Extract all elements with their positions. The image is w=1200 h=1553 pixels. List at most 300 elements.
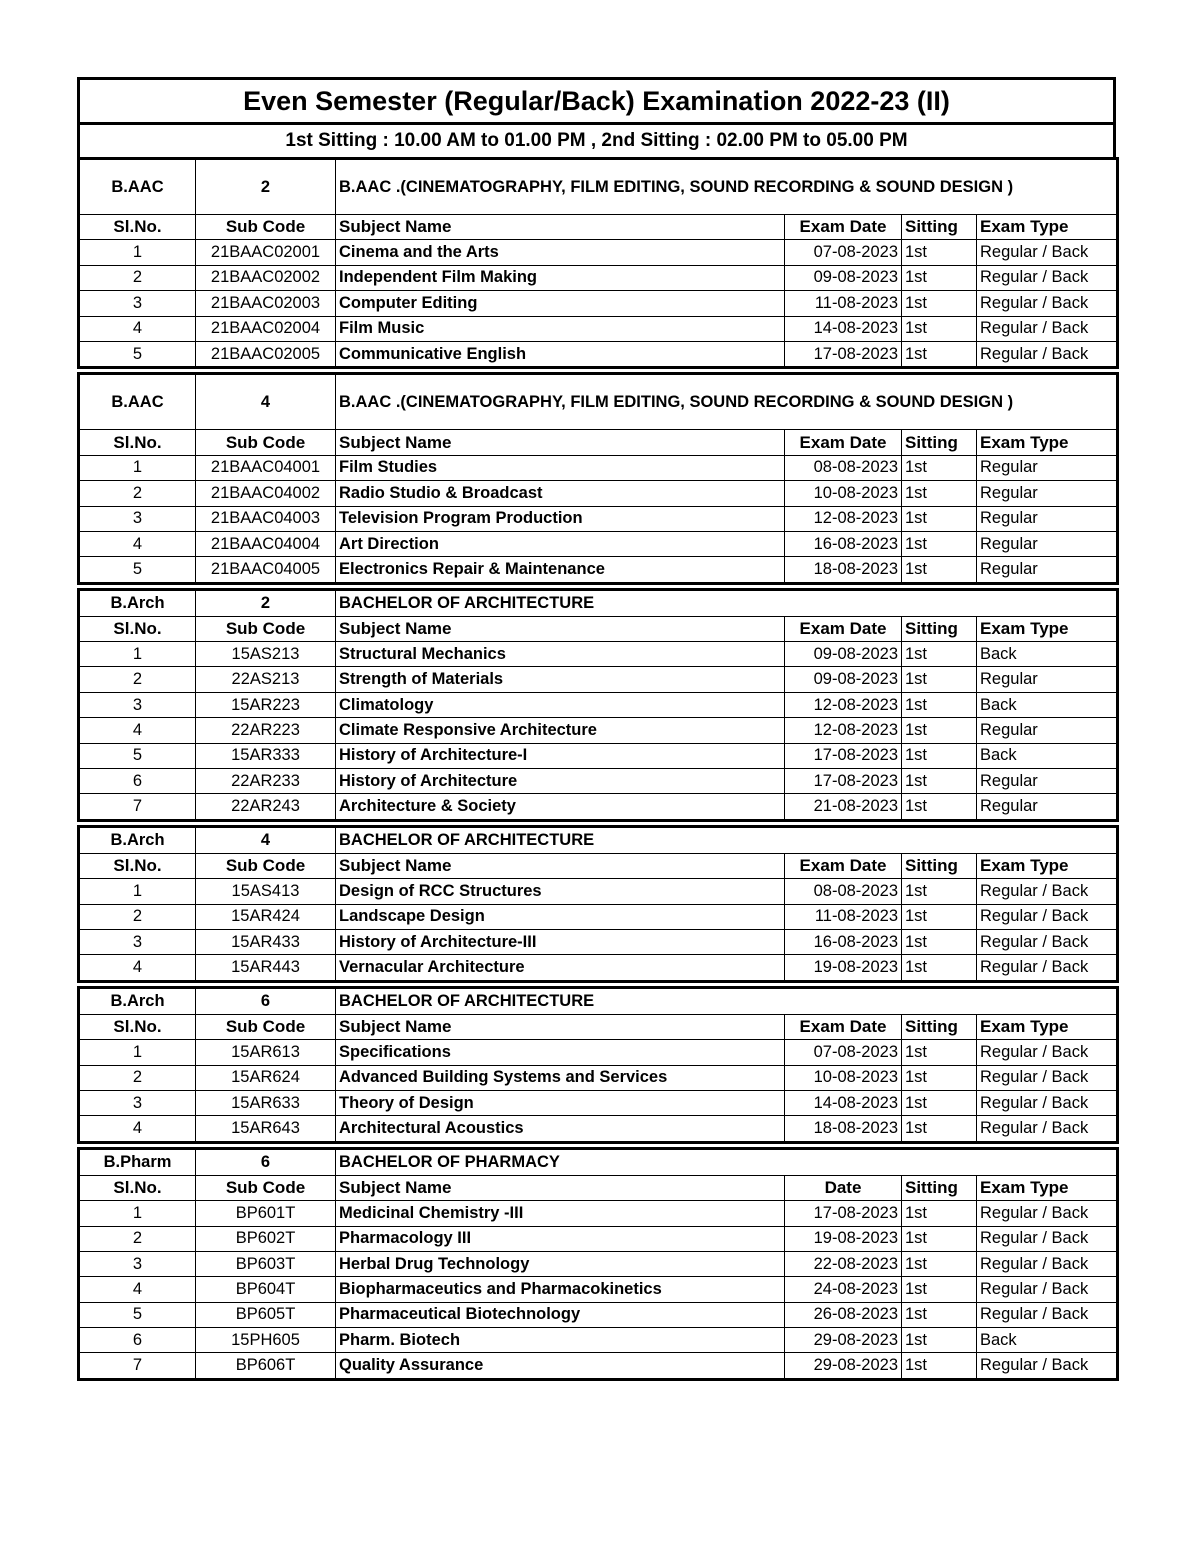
exam-type: Regular / Back xyxy=(977,1251,1118,1276)
column-header: Sl.No. xyxy=(79,1175,196,1200)
subject-code: 21BAAC02002 xyxy=(196,265,336,290)
course-code: B.Pharm xyxy=(79,1148,196,1175)
sitting: 1st xyxy=(902,1353,977,1379)
subject-name: Film Music xyxy=(336,316,785,341)
column-header: Sub Code xyxy=(196,1014,336,1039)
subject-code: BP601T xyxy=(196,1201,336,1226)
table-row xyxy=(79,642,1118,667)
table-row xyxy=(79,1090,1118,1115)
exam-date: 07-08-2023 xyxy=(785,1040,902,1065)
program-row xyxy=(79,826,1118,853)
sitting: 1st xyxy=(902,1251,977,1276)
serial-number: 4 xyxy=(79,718,196,743)
serial-number: 7 xyxy=(79,794,196,820)
exam-date: 14-08-2023 xyxy=(785,1090,902,1115)
sitting: 1st xyxy=(902,455,977,480)
subject-code: 22AR233 xyxy=(196,769,336,794)
subject-name: Electronics Repair & Maintenance xyxy=(336,557,785,583)
subject-code: 15AS213 xyxy=(196,642,336,667)
sitting: 1st xyxy=(902,557,977,583)
sitting: 1st xyxy=(902,265,977,290)
program-row xyxy=(79,987,1118,1014)
table-row xyxy=(79,455,1118,480)
subject-name: Cinema and the Arts xyxy=(336,240,785,265)
subject-code: BP604T xyxy=(196,1277,336,1302)
column-header: Sitting xyxy=(902,215,977,240)
sitting: 1st xyxy=(902,316,977,341)
exam-type: Regular / Back xyxy=(977,240,1118,265)
serial-number: 5 xyxy=(79,743,196,768)
exam-date: 14-08-2023 xyxy=(785,316,902,341)
exam-type: Regular / Back xyxy=(977,1277,1118,1302)
column-header: Sitting xyxy=(902,853,977,878)
column-header-row xyxy=(79,215,1118,240)
subject-name: Television Program Production xyxy=(336,506,785,531)
exam-date: 16-08-2023 xyxy=(785,929,902,954)
exam-date: 11-08-2023 xyxy=(785,904,902,929)
table-row xyxy=(79,1251,1118,1276)
exam-date: 24-08-2023 xyxy=(785,1277,902,1302)
program-row xyxy=(79,1148,1118,1175)
table-row xyxy=(79,1201,1118,1226)
column-header: Sitting xyxy=(902,616,977,641)
subject-name: Pharmaceutical Biotechnology xyxy=(336,1302,785,1327)
subject-code: 21BAAC04003 xyxy=(196,506,336,531)
column-header: Exam Date xyxy=(785,430,902,455)
table-row xyxy=(79,1277,1118,1302)
serial-number: 4 xyxy=(79,316,196,341)
exam-type: Regular / Back xyxy=(977,1302,1118,1327)
subject-code: 21BAAC04002 xyxy=(196,481,336,506)
table-row xyxy=(79,481,1118,506)
exam-type: Regular / Back xyxy=(977,291,1118,316)
subject-name: Design of RCC Structures xyxy=(336,879,785,904)
column-header: Subject Name xyxy=(336,1014,785,1039)
subject-name: Pharm. Biotech xyxy=(336,1328,785,1353)
subject-name: Structural Mechanics xyxy=(336,642,785,667)
exam-type: Regular / Back xyxy=(977,1065,1118,1090)
subject-code: 15AR624 xyxy=(196,1065,336,1090)
table-row xyxy=(79,1353,1118,1379)
subject-name: Advanced Building Systems and Services xyxy=(336,1065,785,1090)
serial-number: 1 xyxy=(79,642,196,667)
subject-name: Herbal Drug Technology xyxy=(336,1251,785,1276)
subject-code: 15AR333 xyxy=(196,743,336,768)
sitting: 1st xyxy=(902,642,977,667)
sitting: 1st xyxy=(902,667,977,692)
table-row xyxy=(79,240,1118,265)
course-block xyxy=(77,825,1119,983)
column-header: Exam Type xyxy=(977,430,1118,455)
exam-type: Regular / Back xyxy=(977,955,1118,981)
sitting: 1st xyxy=(902,718,977,743)
sitting: 1st xyxy=(902,1226,977,1251)
sitting: 1st xyxy=(902,1201,977,1226)
serial-number: 4 xyxy=(79,1116,196,1142)
sitting: 1st xyxy=(902,531,977,556)
column-header: Sub Code xyxy=(196,616,336,641)
serial-number: 3 xyxy=(79,506,196,531)
exam-date: 18-08-2023 xyxy=(785,1116,902,1142)
column-header-row xyxy=(79,1014,1118,1039)
serial-number: 1 xyxy=(79,240,196,265)
table-row xyxy=(79,904,1118,929)
table-row xyxy=(79,794,1118,820)
column-header: Exam Date xyxy=(785,616,902,641)
course-code: B.AAC xyxy=(79,374,196,430)
exam-type: Regular / Back xyxy=(977,1040,1118,1065)
program-name: BACHELOR OF PHARMACY xyxy=(336,1148,1118,1175)
semester-number: 6 xyxy=(196,987,336,1014)
exam-date: 22-08-2023 xyxy=(785,1251,902,1276)
serial-number: 1 xyxy=(79,1040,196,1065)
subject-name: Medicinal Chemistry -III xyxy=(336,1201,785,1226)
table-row xyxy=(79,1302,1118,1327)
program-name: BACHELOR OF ARCHITECTURE xyxy=(336,826,1118,853)
exam-date: 16-08-2023 xyxy=(785,531,902,556)
sitting: 1st xyxy=(902,794,977,820)
exam-date: 08-08-2023 xyxy=(785,879,902,904)
subject-name: Theory of Design xyxy=(336,1090,785,1115)
subject-code: 21BAAC04005 xyxy=(196,557,336,583)
exam-date: 09-08-2023 xyxy=(785,667,902,692)
serial-number: 1 xyxy=(79,1201,196,1226)
exam-date: 12-08-2023 xyxy=(785,692,902,717)
column-header: Exam Type xyxy=(977,1014,1118,1039)
subject-name: Landscape Design xyxy=(336,904,785,929)
table-row xyxy=(79,1116,1118,1142)
column-header: Subject Name xyxy=(336,1175,785,1200)
exam-type: Regular / Back xyxy=(977,879,1118,904)
column-header: Sl.No. xyxy=(79,1014,196,1039)
subject-code: BP606T xyxy=(196,1353,336,1379)
exam-type: Back xyxy=(977,1328,1118,1353)
exam-type: Regular xyxy=(977,667,1118,692)
serial-number: 4 xyxy=(79,955,196,981)
column-header: Subject Name xyxy=(336,616,785,641)
exam-type: Regular / Back xyxy=(977,265,1118,290)
program-name: B.AAC .(CINEMATOGRAPHY, FILM EDITING, SOUND RECORDING & SOUND DESIGN ) xyxy=(336,159,1118,215)
subject-name: Computer Editing xyxy=(336,291,785,316)
sitting: 1st xyxy=(902,955,977,981)
column-header: Subject Name xyxy=(336,215,785,240)
subject-name: History of Architecture-I xyxy=(336,743,785,768)
sitting: 1st xyxy=(902,1090,977,1115)
document-header xyxy=(77,77,1116,157)
subject-name: Specifications xyxy=(336,1040,785,1065)
sitting: 1st xyxy=(902,1040,977,1065)
serial-number: 1 xyxy=(79,455,196,480)
serial-number: 2 xyxy=(79,265,196,290)
exam-type: Regular xyxy=(977,718,1118,743)
exam-date: 11-08-2023 xyxy=(785,291,902,316)
serial-number: 3 xyxy=(79,1251,196,1276)
column-header-row xyxy=(79,430,1118,455)
column-header: Exam Date xyxy=(785,215,902,240)
table-row xyxy=(79,667,1118,692)
subject-name: Communicative English xyxy=(336,341,785,367)
subject-code: BP605T xyxy=(196,1302,336,1327)
subject-name: Art Direction xyxy=(336,531,785,556)
exam-type: Regular xyxy=(977,769,1118,794)
semester-number: 2 xyxy=(196,589,336,616)
table-row xyxy=(79,769,1118,794)
exam-type: Regular / Back xyxy=(977,316,1118,341)
exam-type: Regular xyxy=(977,506,1118,531)
program-name: BACHELOR OF ARCHITECTURE xyxy=(336,987,1118,1014)
column-header: Sl.No. xyxy=(79,215,196,240)
column-header: Sl.No. xyxy=(79,616,196,641)
exam-date: 09-08-2023 xyxy=(785,642,902,667)
subject-name: Strength of Materials xyxy=(336,667,785,692)
exam-date: 09-08-2023 xyxy=(785,265,902,290)
exam-date: 10-08-2023 xyxy=(785,1065,902,1090)
course-block xyxy=(77,372,1119,584)
exam-date: 08-08-2023 xyxy=(785,455,902,480)
subject-code: 15AR613 xyxy=(196,1040,336,1065)
sitting: 1st xyxy=(902,341,977,367)
subject-code: 21BAAC04001 xyxy=(196,455,336,480)
exam-type: Back xyxy=(977,642,1118,667)
sitting: 1st xyxy=(902,1328,977,1353)
subject-code: 21BAAC02004 xyxy=(196,316,336,341)
table-row xyxy=(79,955,1118,981)
column-header: Sub Code xyxy=(196,430,336,455)
table-row xyxy=(79,1226,1118,1251)
serial-number: 7 xyxy=(79,1353,196,1379)
subject-code: 15AR643 xyxy=(196,1116,336,1142)
exam-date: 29-08-2023 xyxy=(785,1353,902,1379)
semester-number: 6 xyxy=(196,1148,336,1175)
column-header: Date xyxy=(785,1175,902,1200)
column-header: Sitting xyxy=(902,1014,977,1039)
exam-date: 18-08-2023 xyxy=(785,557,902,583)
program-row xyxy=(79,159,1118,215)
subject-code: 21BAAC02001 xyxy=(196,240,336,265)
exam-date: 29-08-2023 xyxy=(785,1328,902,1353)
serial-number: 3 xyxy=(79,929,196,954)
course-block xyxy=(77,588,1119,822)
exam-date: 17-08-2023 xyxy=(785,769,902,794)
serial-number: 2 xyxy=(79,904,196,929)
exam-type: Regular xyxy=(977,794,1118,820)
subject-name: Pharmacology III xyxy=(336,1226,785,1251)
serial-number: 1 xyxy=(79,879,196,904)
exam-type: Regular / Back xyxy=(977,904,1118,929)
exam-date: 19-08-2023 xyxy=(785,1226,902,1251)
course-code: B.Arch xyxy=(79,987,196,1014)
course-block xyxy=(77,986,1119,1144)
column-header: Sub Code xyxy=(196,215,336,240)
course-code: B.Arch xyxy=(79,589,196,616)
semester-number: 4 xyxy=(196,374,336,430)
exam-date: 10-08-2023 xyxy=(785,481,902,506)
column-header: Sub Code xyxy=(196,1175,336,1200)
column-header: Subject Name xyxy=(336,853,785,878)
table-row xyxy=(79,718,1118,743)
sitting: 1st xyxy=(902,291,977,316)
serial-number: 3 xyxy=(79,692,196,717)
column-header: Sitting xyxy=(902,1175,977,1200)
exam-type: Regular xyxy=(977,481,1118,506)
table-row xyxy=(79,879,1118,904)
serial-number: 2 xyxy=(79,481,196,506)
column-header: Exam Date xyxy=(785,1014,902,1039)
serial-number: 5 xyxy=(79,1302,196,1327)
serial-number: 5 xyxy=(79,557,196,583)
exam-type: Regular / Back xyxy=(977,1201,1118,1226)
exam-date: 26-08-2023 xyxy=(785,1302,902,1327)
subject-code: 21BAAC02005 xyxy=(196,341,336,367)
serial-number: 2 xyxy=(79,667,196,692)
exam-date: 17-08-2023 xyxy=(785,743,902,768)
course-code: B.Arch xyxy=(79,826,196,853)
sitting: 1st xyxy=(902,743,977,768)
table-row xyxy=(79,265,1118,290)
exam-date: 07-08-2023 xyxy=(785,240,902,265)
column-header: Exam Type xyxy=(977,1175,1118,1200)
column-header: Exam Type xyxy=(977,215,1118,240)
column-header-row xyxy=(79,853,1118,878)
sitting: 1st xyxy=(902,904,977,929)
program-row xyxy=(79,589,1118,616)
exam-type: Regular / Back xyxy=(977,929,1118,954)
column-header-row xyxy=(79,1175,1118,1200)
exam-date: 12-08-2023 xyxy=(785,506,902,531)
sitting: 1st xyxy=(902,1116,977,1142)
course-code: B.AAC xyxy=(79,159,196,215)
serial-number: 6 xyxy=(79,769,196,794)
column-header: Exam Type xyxy=(977,616,1118,641)
exam-type: Regular xyxy=(977,531,1118,556)
exam-type: Back xyxy=(977,692,1118,717)
subject-code: 15AR633 xyxy=(196,1090,336,1115)
program-name: BACHELOR OF ARCHITECTURE xyxy=(336,589,1118,616)
sitting: 1st xyxy=(902,879,977,904)
sitting: 1st xyxy=(902,1277,977,1302)
column-header-row xyxy=(79,616,1118,641)
exam-date: 12-08-2023 xyxy=(785,718,902,743)
sitting: 1st xyxy=(902,506,977,531)
table-row xyxy=(79,506,1118,531)
subject-name: Climatology xyxy=(336,692,785,717)
exam-type: Regular / Back xyxy=(977,1226,1118,1251)
subject-name: Architectural Acoustics xyxy=(336,1116,785,1142)
column-header: Sitting xyxy=(902,430,977,455)
subject-code: 15AR424 xyxy=(196,904,336,929)
subject-code: 22AS213 xyxy=(196,667,336,692)
exam-type: Back xyxy=(977,743,1118,768)
exam-date: 21-08-2023 xyxy=(785,794,902,820)
subject-code: 15AR443 xyxy=(196,955,336,981)
table-row xyxy=(79,1065,1118,1090)
column-header: Exam Date xyxy=(785,853,902,878)
sitting: 1st xyxy=(902,769,977,794)
sitting: 1st xyxy=(902,929,977,954)
subject-name: Architecture & Society xyxy=(336,794,785,820)
column-header: Sub Code xyxy=(196,853,336,878)
column-header: Subject Name xyxy=(336,430,785,455)
sitting: 1st xyxy=(902,1302,977,1327)
table-row xyxy=(79,557,1118,583)
exam-schedule-sheet xyxy=(77,77,1116,1381)
serial-number: 4 xyxy=(79,531,196,556)
table-row xyxy=(79,531,1118,556)
sitting: 1st xyxy=(902,1065,977,1090)
table-row xyxy=(79,291,1118,316)
subject-code: 21BAAC02003 xyxy=(196,291,336,316)
exam-type: Regular / Back xyxy=(977,1353,1118,1379)
subject-name: Quality Assurance xyxy=(336,1353,785,1379)
column-header: Sl.No. xyxy=(79,853,196,878)
exam-type: Regular / Back xyxy=(977,1116,1118,1142)
sitting: 1st xyxy=(902,481,977,506)
document-title: Even Semester (Regular/Back) Examination 2022-23 (II) xyxy=(80,80,1113,125)
subject-code: BP603T xyxy=(196,1251,336,1276)
subject-code: BP602T xyxy=(196,1226,336,1251)
table-row xyxy=(79,1328,1118,1353)
subject-name: Biopharmaceutics and Pharmacokinetics xyxy=(336,1277,785,1302)
exam-type: Regular / Back xyxy=(977,341,1118,367)
subject-code: 15PH605 xyxy=(196,1328,336,1353)
table-row xyxy=(79,316,1118,341)
serial-number: 3 xyxy=(79,1090,196,1115)
column-header: Sl.No. xyxy=(79,430,196,455)
subject-code: 15AR223 xyxy=(196,692,336,717)
serial-number: 2 xyxy=(79,1065,196,1090)
table-row xyxy=(79,341,1118,367)
subject-name: Independent Film Making xyxy=(336,265,785,290)
exam-date: 17-08-2023 xyxy=(785,1201,902,1226)
subject-name: Radio Studio & Broadcast xyxy=(336,481,785,506)
sitting: 1st xyxy=(902,240,977,265)
exam-type: Regular xyxy=(977,557,1118,583)
subject-name: Film Studies xyxy=(336,455,785,480)
subject-code: 15AS413 xyxy=(196,879,336,904)
serial-number: 4 xyxy=(79,1277,196,1302)
serial-number: 6 xyxy=(79,1328,196,1353)
serial-number: 2 xyxy=(79,1226,196,1251)
course-block xyxy=(77,157,1119,369)
exam-type: Regular / Back xyxy=(977,1090,1118,1115)
sitting: 1st xyxy=(902,692,977,717)
semester-number: 2 xyxy=(196,159,336,215)
serial-number: 5 xyxy=(79,341,196,367)
subject-code: 22AR223 xyxy=(196,718,336,743)
course-block xyxy=(77,1147,1119,1381)
serial-number: 3 xyxy=(79,291,196,316)
subject-name: History of Architecture xyxy=(336,769,785,794)
table-row xyxy=(79,1040,1118,1065)
subject-code: 22AR243 xyxy=(196,794,336,820)
subject-code: 15AR433 xyxy=(196,929,336,954)
subject-name: Climate Responsive Architecture xyxy=(336,718,785,743)
table-row xyxy=(79,743,1118,768)
subject-name: History of Architecture-III xyxy=(336,929,785,954)
program-name: B.AAC .(CINEMATOGRAPHY, FILM EDITING, SOUND RECORDING & SOUND DESIGN ) xyxy=(336,374,1118,430)
semester-number: 4 xyxy=(196,826,336,853)
exam-date: 19-08-2023 xyxy=(785,955,902,981)
program-row xyxy=(79,374,1118,430)
column-header: Exam Type xyxy=(977,853,1118,878)
sitting-timings: 1st Sitting : 10.00 AM to 01.00 PM , 2nd Sitting : 02.00 PM to 05.00 PM xyxy=(285,130,908,151)
table-row xyxy=(79,929,1118,954)
exam-date: 17-08-2023 xyxy=(785,341,902,367)
exam-type: Regular xyxy=(977,455,1118,480)
subject-code: 21BAAC04004 xyxy=(196,531,336,556)
subject-name: Vernacular Architecture xyxy=(336,955,785,981)
course-blocks xyxy=(77,157,1116,1381)
